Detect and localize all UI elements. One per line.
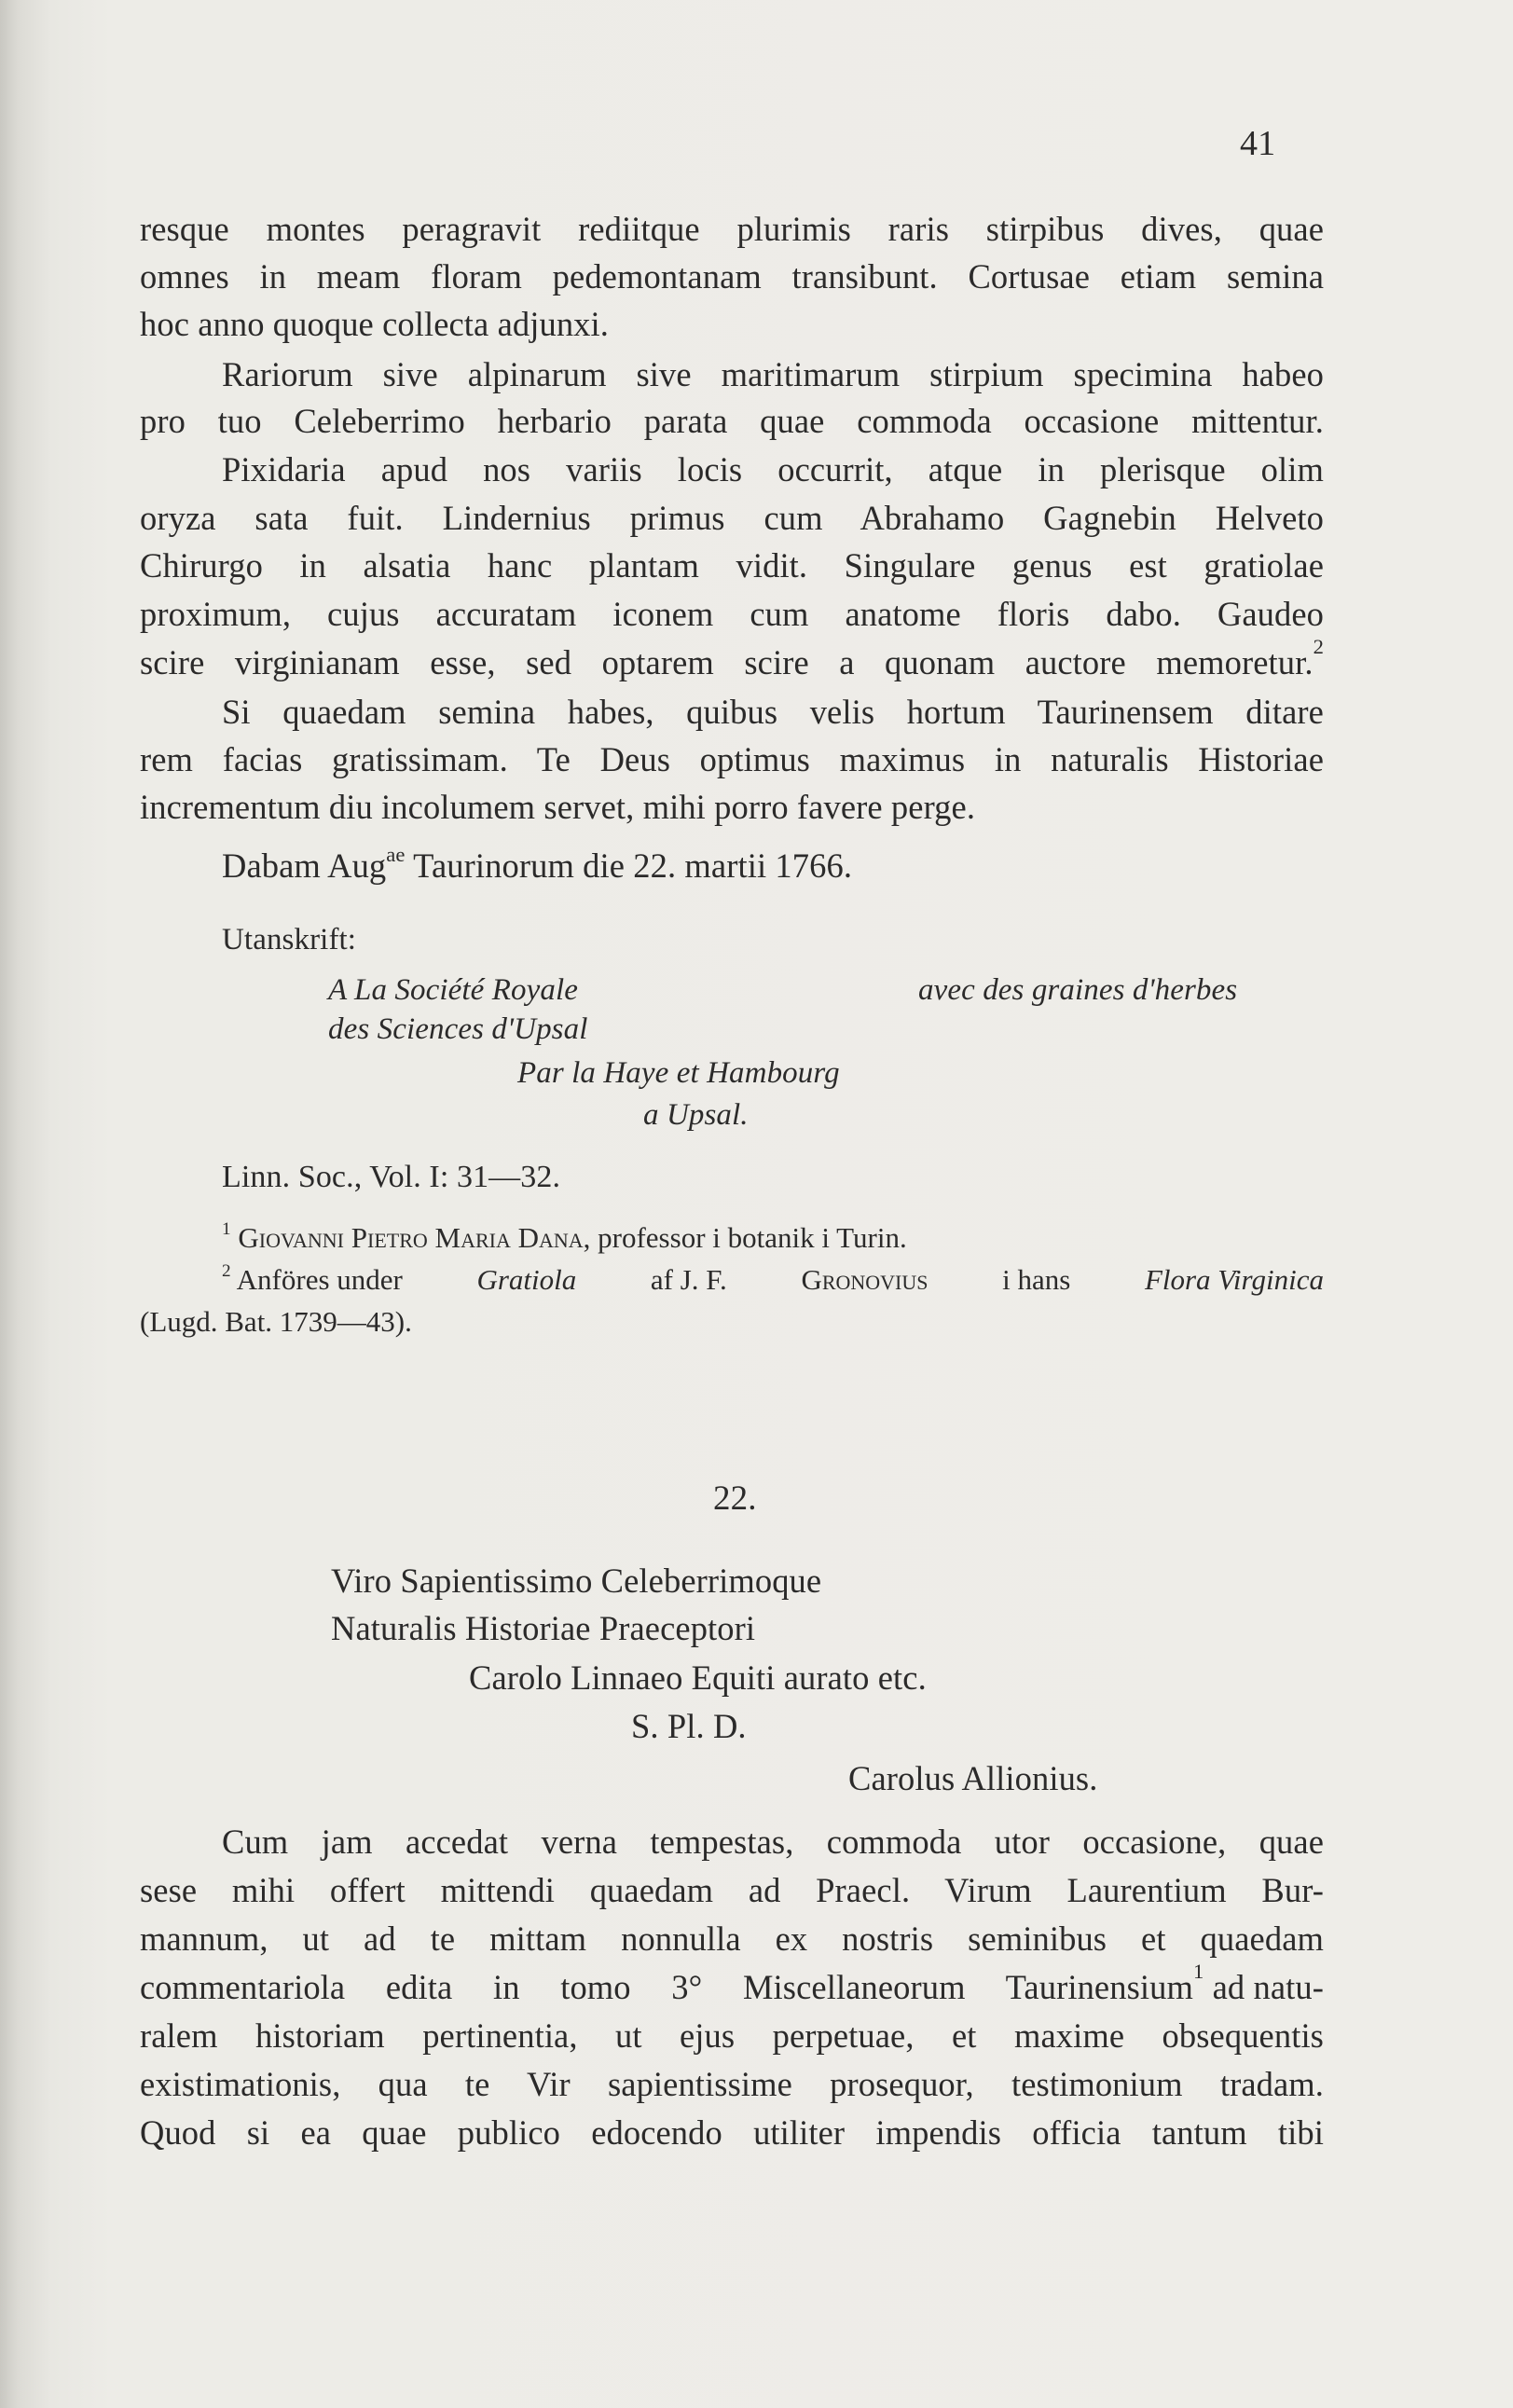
sender-signature: Carolus Allionius. xyxy=(848,1759,1098,1797)
footnote-1: $^1$ Giovanni Pietro Maria Dana, professor i botanik i Turin. xyxy=(222,1218,907,1254)
text-line: proximum, cujus accuratam iconem cum anatome floris dabo. Gaudeo xyxy=(140,595,1324,633)
text-line: Rariorum sive alpinarum sive maritimarum stirpium specimina habeo xyxy=(222,355,1324,393)
footnote-ref-1: 1 xyxy=(1192,1960,1204,1984)
source-reference: Linn. Soc., Vol. I: 31—32. xyxy=(222,1160,561,1194)
text-line: hoc anno quoque collecta adjunxi. xyxy=(140,305,609,343)
salutation-line: Naturalis Historiae Praeceptori xyxy=(331,1609,756,1647)
letter-number: 22. xyxy=(713,1479,757,1518)
text-line: ralem historiam pertinentia, ut ejus perpetuae, et maxime obsequentis xyxy=(140,2016,1324,2055)
text-line-with-note xyxy=(140,635,1324,687)
address-line: avec des graines d'herbes xyxy=(918,973,1238,1007)
text-line: Quod si ea quae publico edocendo utiliter impendis officia tantum tibi xyxy=(140,2113,1324,2152)
text-line-with-note: commentariola edita in tomo 3° Miscellaneorum Taurinensium $^1$ ad natu- xyxy=(140,1963,1324,2012)
text-line: pro tuo Celeberrimo herbario parata quae commoda occasione mittentur. xyxy=(140,402,1324,440)
address-line: A La Société Royale xyxy=(328,973,578,1007)
salutation-line: Carolo Linnaeo Equiti aurato etc. xyxy=(469,1658,927,1697)
text-line: existimationis, qua te Vir sapientissime prosequor, testimonium tradam. xyxy=(140,2065,1324,2103)
footnote-2-continued: (Lugd. Bat. 1739—43). xyxy=(140,1305,412,1338)
salutation-line: Viro Sapientissimo Celeberrimoque xyxy=(331,1562,822,1600)
text-line: sese mihi offert mittendi quaedam ad Praecl. Virum Laurentium Bur- xyxy=(140,1871,1324,1909)
address-line: Par la Haye et Hambourg xyxy=(517,1056,840,1090)
text-line: scire virginianam esse, sed optarem scire a quonam auctore memoretur. xyxy=(140,643,1314,681)
address-line: des Sciences d'Upsal xyxy=(328,1012,588,1046)
text-line: resque montes peragravit rediitque plurimis raris stirpibus dives, quae xyxy=(140,210,1324,248)
footnote-ref-2: 2 xyxy=(1313,635,1324,659)
page-number: 41 xyxy=(1240,124,1276,163)
text-line: Cum jam accedat verna tempestas, commoda utor occasione, quae xyxy=(222,1823,1324,1861)
text-line: Si quaedam semina habes, quibus velis hortum Taurinensem ditare xyxy=(222,693,1324,731)
dating-line: Dabam Aug$^{ae}$ Taurinorum die 22. martii 1766. xyxy=(222,843,853,885)
salutation-line: S. Pl. D. xyxy=(631,1707,747,1745)
address-line: a Upsal. xyxy=(643,1098,749,1132)
text-line: rem facias gratissimam. Te Deus optimus maximus in naturalis Historiae xyxy=(140,740,1324,778)
text-line: mannum, ut ad te mittam nonnulla ex nostris seminibus et quaedam xyxy=(140,1920,1324,1958)
footnote-2: $^2$ Anföres under Gratiola af J. F. Gronovius i hans Flora Virginica xyxy=(222,1260,1324,1296)
text-line: oryza sata fuit. Lindernius primus cum Abrahamo Gagnebin Helveto xyxy=(140,499,1324,537)
text-line: Chirurgo in alsatia hanc plantam vidit. Singulare genus est gratiolae xyxy=(140,546,1324,585)
text-line: omnes in meam floram pedemontanam transibunt. Cortusae etiam semina xyxy=(140,257,1324,296)
text-line: incrementum diu incolumem servet, mihi porro favere perge. xyxy=(140,788,976,826)
text-line: Pixidaria apud nos variis locis occurrit, atque in plerisque olim xyxy=(222,450,1324,488)
address-heading: Utanskrift: xyxy=(222,923,357,956)
